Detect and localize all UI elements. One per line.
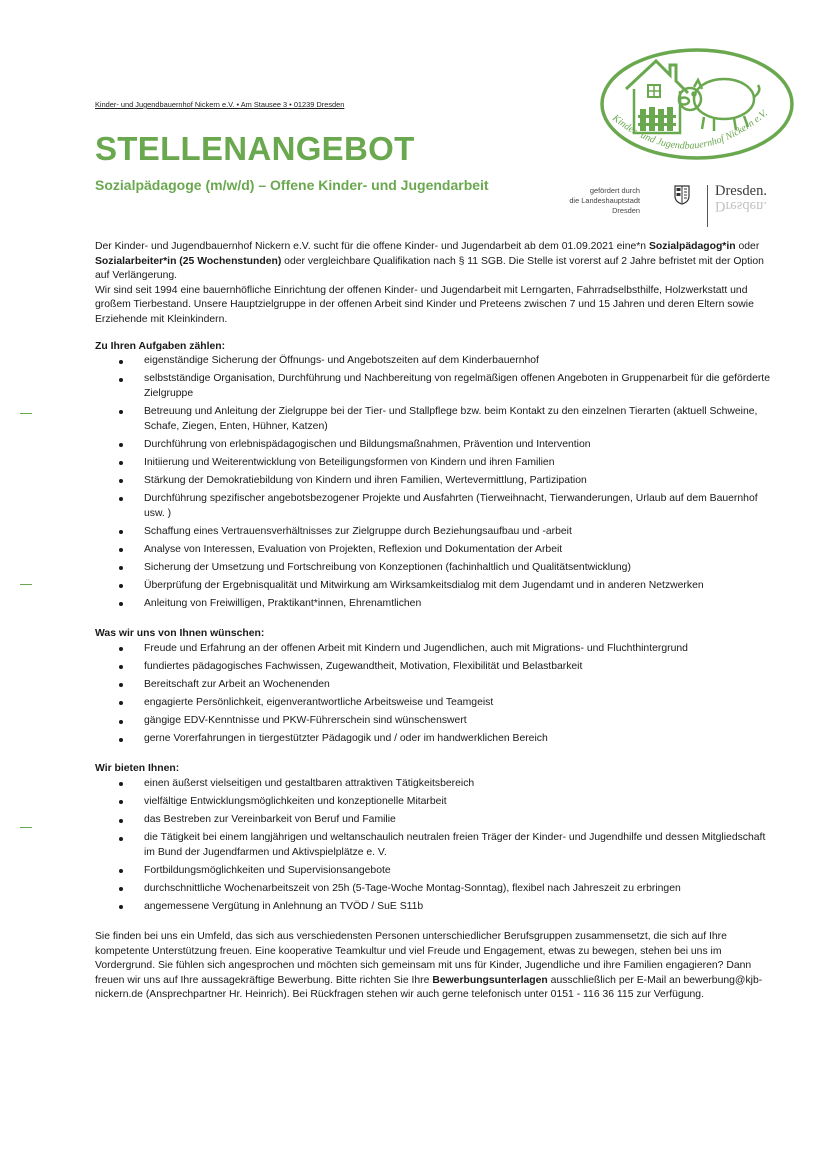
job-subtitle: Sozialpädagoge (m/w/d) – Offene Kinder- und Jugendarbeit [95,177,489,193]
list-item: Initiierung und Weiterentwicklung von Beteiligungsformen von Kindern und ihren Familien [95,456,775,471]
list-item: Überprüfung der Ergebnisqualität und Mitwirkung am Wirksamkeitsdialog mit dem Jugendamt und in anderen Netzwerken [95,579,775,594]
list-item: Schaffung eines Vertrauensverhältnisses zur Zielgruppe durch Beziehungsaufbau und -arbeit [95,525,775,540]
list-item: Betreuung und Anleitung der Zielgruppe bei der Tier- und Stallpflege bzw. beim Kontakt zu den einzelnen Tierarten (aktuell Schweine, Schafe, Ziegen, Enten, Hühner, Katzen) [95,405,775,434]
funding-line-2: die Landeshauptstadt [569,195,640,205]
list-item: gerne Vorerfahrungen in tiergestützter Pädagogik und / oder im handwerklichen Bereich [95,732,775,747]
job-description [95,240,775,1003]
offers-list [95,777,775,915]
farm-logo [598,47,796,165]
offers-heading: Wir bieten Ihnen: [95,763,180,775]
page-title: STELLENANGEBOT [95,130,415,167]
list-item: Bereitschaft zur Arbeit an Wochenenden [95,678,775,693]
list-item: einen äußerst vielseitigen und gestaltbaren attraktiven Tätigkeitsbereich [95,777,775,792]
list-item: Fortbildungsmöglichkeiten und Supervisionsangebote [95,864,775,879]
list-item: vielfältige Entwicklungsmöglichkeiten und konzeptionelle Mitarbeit [95,795,775,810]
intro-paragraph: Der Kinder- und Jugendbauernhof Nickern e.V. sucht für die offene Kinder- und Jugendarbeit ab dem 01.09.2021 eine*n Sozialpädagog*in oder Sozialarbeiter*in (25 Wochenstunden) oder vergleichbare Qualifikation nach § 11 SGB. Die Stelle ist vorerst auf 2 Jahre befristet mit der Option auf Verlängerung. [95,241,764,282]
list-item: gängige EDV-Kenntnisse und PKW-Führerschein sind wünschenswert [95,714,775,729]
logo-arc-text: Kinder- und Jugendbauernhof Nickern e.V. [610,107,770,152]
list-item: durchschnittliche Wochenarbeitszeit von 25h (5-Tage-Woche Montag-Sonntag), flexibel nach Jahreszeit zu erbringen [95,882,775,897]
about-paragraph: Wir sind seit 1994 eine bauernhöfliche Einrichtung der offenen Kinder- und Jugendarbeit mit Lerngarten, Fahrradselbsthilfe, Holzwerkstatt und großem Tierbestand. Unsere Hauptzielgruppe in der offenen Arbeit sind Kinder und Preteens zwischen 7 und 15 Jahren und deren Eltern sowie Erziehende mit Kleinkindern. [95,284,754,325]
list-item: Durchführung von erlebnispädagogischen und Bildungsmaßnahmen, Prävention und Intervention [95,438,775,453]
funding-line-1: gefördert durch [589,186,640,195]
sender-address-line: Kinder- und Jugendbauernhof Nickern e.V. • Am Stausee 3 • 01239 Dresden [95,100,345,109]
fold-mark-middle [20,584,32,585]
fold-mark-top [20,413,32,414]
list-item: Durchführung spezifischer angebotsbezogener Projekte und Ausfahrten (Tierweihnacht, Tierwanderungen, Urlaub auf dem Bauernhof usw. ) [95,492,775,521]
tasks-list [95,354,775,611]
funding-notice [569,182,790,230]
funding-divider [707,185,708,227]
fold-mark-bottom [20,827,32,828]
tasks-heading: Zu Ihren Aufgaben zählen: [95,340,226,352]
list-item: Analyse von Interessen, Evaluation von Projekten, Reflexion und Dokumentation der Arbeit [95,543,775,558]
list-item: Stärkung der Demokratiebildung von Kindern und ihren Familien, Wertevermittlung, Partizipation [95,474,775,489]
list-item: eigenständige Sicherung der Öffnungs- und Angebotszeiten auf dem Kinderbauernhof [95,354,775,369]
closing-paragraph: Sie finden bei uns ein Umfeld, das sich aus verschiedensten Personen unterschiedlicher Berufsgruppen zusammensetzt, die sich auf Ihre kompetente Unterstützung freuen. Eine kooperative Teamkultur und viel Freude und Engagement, etwas zu bewegen, stehen bei uns im Vordergrund. Sie fühlen sich angesprochen und möchten sich gemeinsam mit uns für Kinder, Jugendliche und ihre Familien engagieren? Dann freuen wir uns auf Ihre aussagekräftige Bewerbung. Bitte richten Sie Ihre Bewerbungsunterlagen ausschließlich per E-Mail an bewerbung@kjb-nickern.de (Ansprechpartner Hr. Heinrich). Bei Rückfragen stehen wir auch gerne telefonisch unter 0151 - 116 36 115 zur Verfügung. [95,931,763,1001]
dresden-wordmark: Dresden. [715,183,767,199]
wishes-list [95,642,775,747]
list-item: fundiertes pädagogisches Fachwissen, Zugewandtheit, Motivation, Flexibilität und Belastbarkeit [95,660,775,675]
list-item: die Tätigkeit bei einem langjährigen und weltanschaulich neutralen freien Träger der Kinder- und Jugendhilfe und dessen Mitgliedschaft im Bund der Jugendfarmen und Aktivspielplätze e. V. [95,831,775,860]
list-item: Anleitung von Freiwilligen, Praktikant*innen, Ehrenamtlichen [95,597,775,612]
list-item: Sicherung der Umsetzung und Fortschreibung von Konzeptionen (fachinhaltlich und Qualitätsentwicklung) [95,561,775,576]
funding-text [530,186,640,215]
city-crest-icon [674,185,690,205]
list-item: engagierte Persönlichkeit, eigenverantwortliche Arbeitsweise und Teamgeist [95,696,775,711]
list-item: das Bestreben zur Vereinbarkeit von Beruf und Familie [95,813,775,828]
funding-line-3: Dresden [612,205,640,215]
fence-icon [638,107,676,131]
list-item: angemessene Vergütung in Anlehnung an TVÖD / SuE S11b [95,900,775,915]
list-item: Freude und Erfahrung an der offenen Arbeit mit Kindern und Jugendlichen, auch mit Migrations- und Fluchthintergrund [95,642,775,657]
dresden-wordmark-reflection: Dresden. [715,198,767,214]
wishes-heading: Was wir uns von Ihnen wünschen: [95,628,265,640]
list-item: selbstständige Organisation, Durchführung und Nachbereitung von regelmäßigen offenen Angeboten in Gruppenarbeit für die geförderte Zielgruppe [95,372,775,401]
